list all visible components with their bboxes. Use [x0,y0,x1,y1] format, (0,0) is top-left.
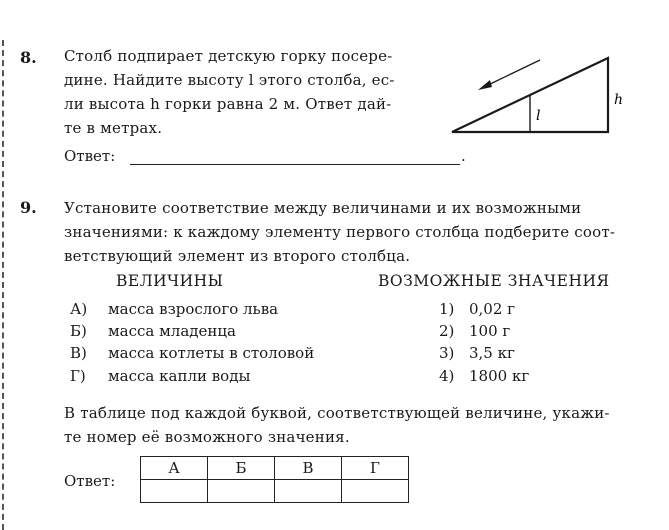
values-header: ВОЗМОЖНЫЕ ЗНАЧЕНИЯ [378,272,610,290]
answer-table-header: А [141,457,208,480]
quantity-text: масса капли воды [108,367,251,385]
quantity-text: масса младенца [108,322,236,340]
task8-answer-field[interactable] [130,164,460,165]
task8-line: ли высота h горки равна 2 м. Ответ дай- [64,95,392,113]
arrow-head-icon [478,80,492,90]
answer-table-header-row [141,457,409,480]
answer-cell-a[interactable] [141,480,208,503]
task9-line: ветствующий элемент из второго столбца. [64,247,411,265]
quantity-item [70,322,236,340]
quantities-header: ВЕЛИЧИНЫ [116,272,224,290]
quantity-letter: А) [70,300,88,318]
answer-cell-v[interactable] [275,480,342,503]
answer-cell-b[interactable] [208,480,275,503]
quantity-letter: Б) [70,322,87,340]
value-number: 1) [439,300,455,318]
quantity-item [70,367,250,385]
task9-number: 9. [20,198,37,217]
value-text: 0,02 г [469,300,516,318]
value-number: 2) [439,322,455,340]
slide-arrow-line [486,60,540,86]
quantity-item [70,344,314,362]
task8-line: дине. Найдите высоту l этого столба, ес- [64,71,395,89]
label-l: l [536,108,541,124]
value-text: 3,5 кг [469,344,515,362]
task9-answer-label: Ответ: [64,472,116,490]
answer-table [140,456,409,503]
value-number: 4) [439,367,455,385]
task8-line: Столб подпирает детскую горку посере- [64,47,393,65]
value-text: 1800 кг [469,367,530,385]
answer-table-header: Г [342,457,409,480]
label-h: h [614,92,624,108]
task9-line: значениями: к каждому элементу первого столбца подберите соот- [64,223,616,241]
answer-table-input-row [141,480,409,503]
instruction-line: В таблице под каждой буквой, соответствующей величине, укажи- [64,404,610,422]
value-item [439,300,515,318]
task9-line: Установите соответствие между величинами и их возможными [64,199,582,217]
answer-table-header: В [275,457,342,480]
answer-cell-g[interactable] [342,480,409,503]
task8-number: 8. [20,48,37,67]
margin-dashed-line [2,40,4,530]
task8-answer-label: Ответ: [64,147,116,165]
task9-text [64,196,654,268]
quantity-text: масса котлеты в столовой [108,344,315,362]
quantity-letter: Г) [70,367,86,385]
task8-line: те в метрах. [64,119,163,137]
value-item [439,344,515,362]
quantity-text: масса взрослого льва [108,300,279,318]
value-number: 3) [439,344,455,362]
instruction-line: те номер её возможного значения. [64,428,350,446]
task9-instruction [64,401,654,449]
value-text: 100 г [469,322,511,340]
value-item [439,367,529,385]
answer-table-header: Б [208,457,275,480]
quantity-item [70,300,278,318]
quantity-letter: В) [70,344,87,362]
slide-diagram [440,44,640,144]
task8-text [64,44,424,140]
value-item [439,322,510,340]
task8-answer-period: . [461,147,466,165]
